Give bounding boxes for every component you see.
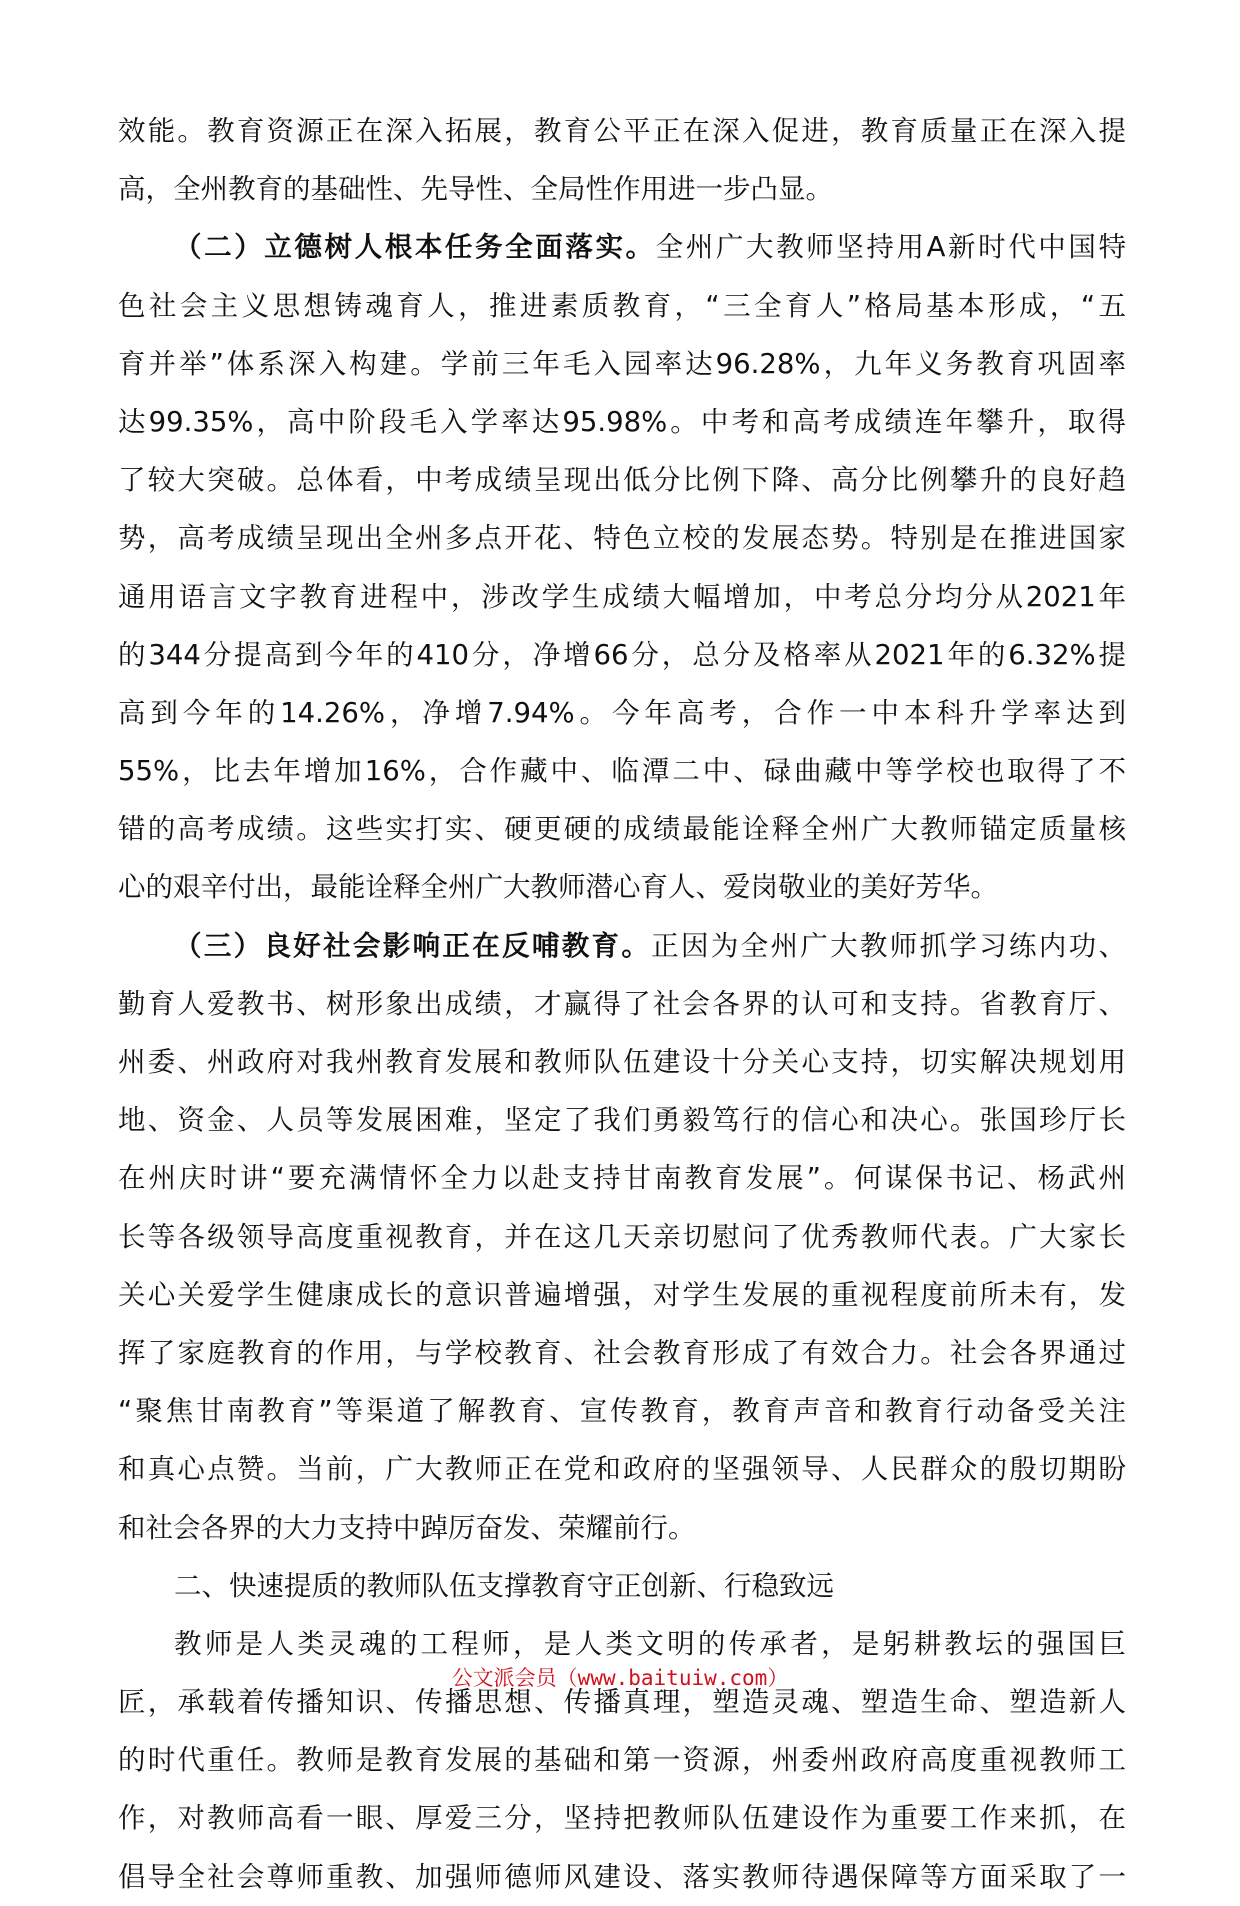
document-page — [118, 102, 1126, 1906]
paragraph-line: 效能。教育资源正在深入拓展，教育公平正在深入促进，教育质量正在深入提 — [118, 115, 1126, 147]
paragraph-line: 和真心点赞。当前，广大教师正在党和政府的坚强领导、人民群众的殷切期盼 — [118, 1453, 1126, 1486]
part-2-heading: 二、快速提质的教师队伍支撑教育守正创新、行稳致远 — [174, 1569, 834, 1602]
paragraph-line: 达99.35%，高中阶段毛入学率达95.98%。中考和高考成绩连年攀升，取得 — [118, 405, 1126, 438]
paragraph-line: 育并举”体系深入构建。学前三年毛入园率达96.28%，九年义务教育巩固率 — [118, 347, 1126, 380]
paragraph-line: 势，高考成绩呈现出全州多点开花、特色立校的发展态势。特别是在推进国家 — [118, 522, 1126, 555]
paragraph-line: 地、资金、人员等发展困难，坚定了我们勇毅笃行的信心和决心。张国珍厅长 — [118, 1104, 1126, 1137]
paragraph-line: 州委、州政府对我州教育发展和教师队伍建设十分关心支持，切实解决规划用 — [118, 1046, 1126, 1078]
paragraph-line: 和社会各界的大力支持中踔厉奋发、荣耀前行。 — [118, 1511, 696, 1544]
section-2-heading: （二）立德树人根本任务全面落实。 — [174, 231, 656, 264]
section-3-first-line-text: 正因为全州广大教师抓学习练内功、 — [651, 929, 1126, 962]
paragraph-line: 长等各级领导高度重视教育，并在这几天亲切慰问了优秀教师代表。广大家长 — [118, 1220, 1126, 1253]
paragraph-line: 匠，承载着传播知识、传播思想、传播真理，塑造灵魂、塑造生命、塑造新人 — [118, 1686, 1126, 1719]
section-3-first-line — [118, 917, 1126, 975]
paragraph-line: “聚焦甘南教育”等渠道了解教育、宣传教育，教育声音和教育行动备受关注 — [118, 1395, 1126, 1428]
paragraph-line: 的344分提高到今年的410分，净增66分，总分及格率从2021年的6.32%提 — [118, 638, 1126, 671]
paragraph-line: 在州庆时讲“要充满情怀全力以赴支持甘南教育发展”。何谋保书记、杨武州 — [118, 1162, 1126, 1195]
paragraph-line: 色社会主义思想铸魂育人，推进素质教育，“三全育人”格局基本形成，“五 — [118, 289, 1126, 322]
paragraph-line: 错的高考成绩。这些实打实、硬更硬的成绩最能诠释全州广大教师锚定质量核 — [118, 813, 1126, 846]
section-3-heading: （三）良好社会影响正在反哺教育。 — [174, 929, 652, 962]
paragraph-line: 挥了家庭教育的作用，与学校教育、社会教育形成了有效合力。社会各界通过 — [118, 1336, 1126, 1369]
footer-watermark — [0, 1662, 1240, 1692]
paragraph-line: 了较大突破。总体看，中考成绩呈现出低分比例下降、高分比例攀升的良好趋 — [118, 464, 1126, 497]
section-2-first-line — [118, 218, 1126, 276]
paragraph-line: 高到今年的14.26%，净增7.94%。今年高考，合作一中本科升学率达到 — [118, 696, 1126, 729]
footer-url-link[interactable]: （www.baituiw.com） — [556, 1666, 789, 1690]
footer-brand: 公文派会员 — [451, 1666, 557, 1690]
paragraph-line: 作，对教师高看一眼、厚爱三分，坚持把教师队伍建设作为重要工作来抓，在 — [118, 1802, 1126, 1835]
paragraph-line: 心的艰辛付出，最能诠释全州广大教师潜心育人、爱岗敬业的美好芳华。 — [118, 871, 998, 904]
paragraph-line: 关心关爱学生健康成长的意识普遍增强，对学生发展的重视程度前所未有，发 — [118, 1278, 1126, 1311]
section-2-first-line-text: 全州广大教师坚持用A新时代中国特 — [655, 231, 1126, 264]
paragraph-line: 勤育人爱教书、树形象出成绩，才赢得了社会各界的认可和支持。省教育厅、 — [118, 987, 1126, 1020]
paragraph-line: 通用语言文字教育进程中，涉改学生成绩大幅增加，中考总分均分从2021年 — [118, 580, 1126, 613]
paragraph-line: 55%，比去年增加16%，合作藏中、临潭二中、碌曲藏中等学校也取得了不 — [118, 755, 1126, 788]
paragraph-line: 高，全州教育的基础性、先导性、全局性作用进一步凸显。 — [118, 173, 833, 206]
paragraph-line: 倡导全社会尊师重教、加强师德师风建设、落实教师待遇保障等方面采取了一 — [118, 1860, 1126, 1893]
paragraph-line: 的时代重任。教师是教育发展的基础和第一资源，州委州政府高度重视教师工 — [118, 1744, 1126, 1777]
paragraph-line: 教师是人类灵魂的工程师，是人类文明的传承者，是躬耕教坛的强国巨 — [174, 1627, 1126, 1660]
